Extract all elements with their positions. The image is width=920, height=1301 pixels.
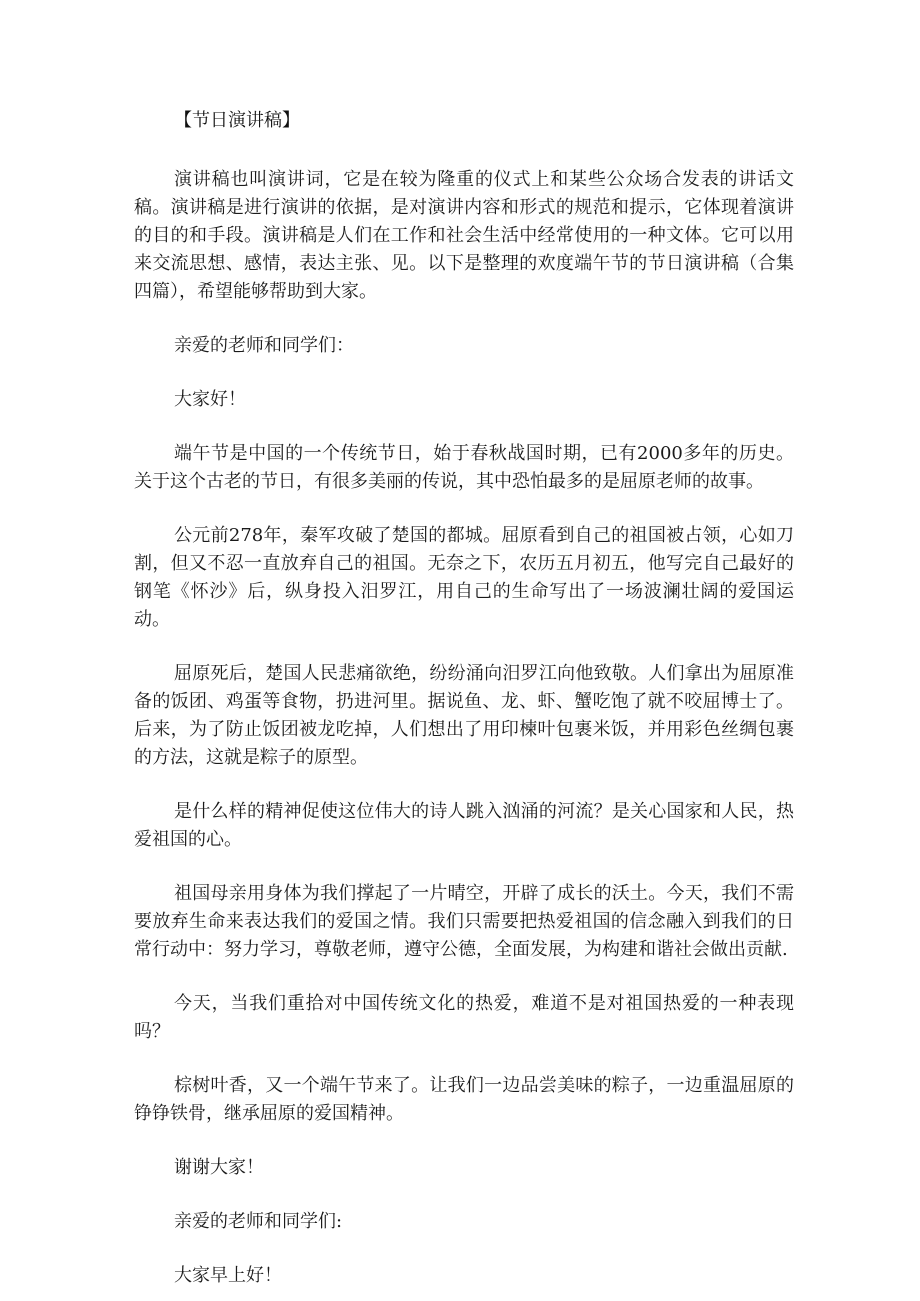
greeting: 大家早上好！ — [174, 1265, 282, 1286]
body-paragraph: 端午节是中国的一个传统节日，始于春秋战国时期，已有2000多年的历史。关于这个古老的节日，有很多美丽的传说，其中恐怕最多的是屈原老师的故事。 — [134, 443, 794, 492]
body-paragraph: 屈原死后，楚国人民悲痛欲绝，纷纷涌向汨罗江向他致敬。人们拿出为屈原准备的饭团、鸡蛋等食物，扔进河里。据说鱼、龙、虾、蟹吃饱了就不咬屈博士了。后来，为了防止饭团被龙吃掉，人们想出了用印楝叶包裹米饭，并用彩色丝绸包裹的方法，这就是粽子的原型。 — [134, 663, 794, 768]
document-title: 【节日演讲稿】 — [174, 110, 300, 131]
intro-paragraph: 演讲稿也叫演讲词，它是在较为隆重的仪式上和某些公众场合发表的讲话文稿。演讲稿是进行演讲的依据，是对演讲内容和形式的规范和提示，它体现着演讲的目的和手段。演讲稿是人们在工作和社会生活中经常使用的一种文体。它可以用来交流思想、感情，表达主张、见。以下是整理的欢度端午节的节日演讲稿（合集四篇），希望能够帮助到大家。 — [134, 169, 794, 302]
salutation: 亲爱的老师和同学们: — [174, 1211, 343, 1232]
salutation: 亲爱的老师和同学们： — [174, 335, 354, 356]
body-paragraph: 公元前278年，秦军攻破了楚国的都城。屈原看到自己的祖国被占领，心如刀割，但又不忍一直放弃自己的祖国。无奈之下，农历五月初五，他写完自己最好的钢笔《怀沙》后，纵身投入汨罗江，用自己的生命写出了一场波澜壮阔的爱国运动。 — [134, 525, 794, 630]
greeting: 大家好！ — [174, 389, 246, 410]
body-paragraph: 是什么样的精神促使这位伟大的诗人跳入汹涌的河流？是关心国家和人民，热爱祖国的心。 — [134, 801, 794, 850]
body-paragraph: 祖国母亲用身体为我们撑起了一片晴空，开辟了成长的沃土。今天，我们不需要放弃生命来表达我们的爱国之情。我们只需要把热爱祖国的信念融入到我们的日常行动中：努力学习，尊敬老师，遵守公德，全面发展，为构建和谐社会做出贡献. — [134, 883, 794, 960]
body-paragraph: 棕树叶香，又一个端午节来了。让我们一边品尝美味的粽子，一边重温屈原的铮铮铁骨，继承屈原的爱国精神。 — [134, 1075, 794, 1124]
document-body — [134, 107, 794, 1290]
closing-thanks: 谢谢大家！ — [174, 1157, 264, 1178]
body-paragraph: 今天，当我们重拾对中国传统文化的热爱，难道不是对祖国热爱的一种表现吗？ — [134, 993, 794, 1042]
